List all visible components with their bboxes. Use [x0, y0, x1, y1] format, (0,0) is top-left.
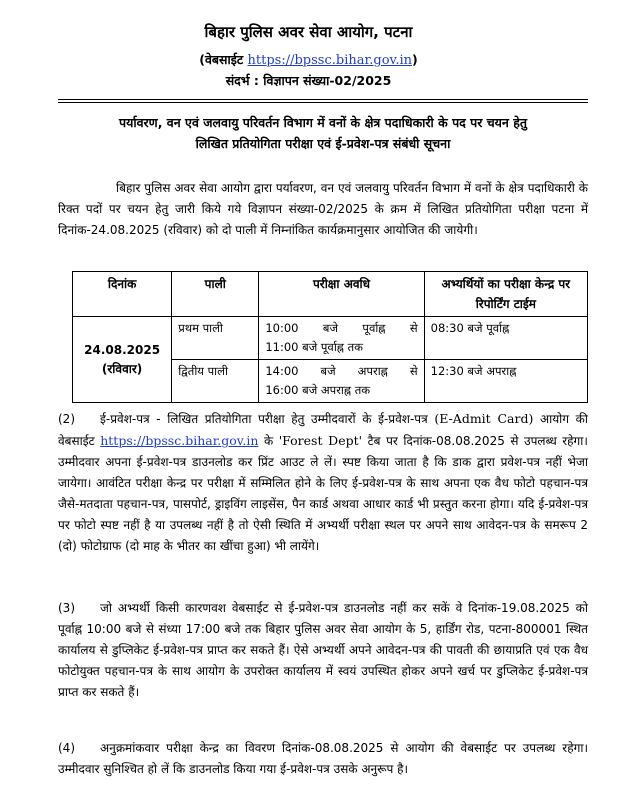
- website-suffix: ): [412, 52, 418, 67]
- website-link-inline[interactable]: https://bpssc.bihar.gov.in: [100, 433, 259, 448]
- shift-cell: द्वितीय पाली: [172, 360, 259, 403]
- subject-line-1: पर्यावरण, वन एवं जलवायु परिवर्तन विभाग में वनों के क्षेत्र पदाधिकारी के पद पर चयन हेतु: [119, 115, 527, 130]
- paragraph-number: (4): [58, 741, 75, 755]
- website-prefix: (वेबसाईट: [199, 52, 244, 67]
- commission-title: बिहार पुलिस अवर सेवा आयोग, पटना: [204, 23, 413, 41]
- reporting-cell: 12:30 बजे अपराह्न: [424, 360, 587, 403]
- duration-cell: 14:00 बजे अपराह्न से 16:00 बजे अपराह्न तक: [259, 360, 424, 403]
- shift-cell: प्रथम पाली: [172, 317, 259, 360]
- paragraph-number: (2): [58, 412, 75, 426]
- header-shift: पाली: [172, 272, 259, 317]
- exam-centre-paragraph: (4) अनुक्रमांकवार परीक्षा केन्द्र का विवरण दिनांक-08.08.2025 से आयोग की वेबसाईट पर उपलब्ध रहेगा। उम्मीदवार सुनिश्चित हो लें कि डाउनलोड किया गया ई-प्रवेश-पत्र उसके अनुरूप है।: [58, 738, 588, 780]
- top-divider-double: [58, 102, 588, 103]
- paragraph-number: (3): [58, 601, 75, 615]
- advertisement-reference: संदर्भ : विज्ञापन संख्या-02/2025: [225, 73, 392, 88]
- header-duration: परीक्षा अवधि: [259, 272, 424, 317]
- top-divider: [58, 99, 588, 100]
- forest-dept-tab-label: 'Forest Dept': [278, 433, 363, 448]
- eadmit-card-label: (E-Admit Card): [434, 411, 534, 426]
- table-header-row: [73, 272, 588, 317]
- exam-date-cell: [73, 317, 172, 403]
- exam-day: (रविवार): [101, 361, 143, 376]
- intro-paragraph: [58, 178, 588, 241]
- duration-cell: 10:00 बजे पूर्वाह्न से 11:00 बजे पूर्वाह्न तक: [259, 317, 424, 360]
- header-reporting-time: अभ्यर्थियों का परीक्षा केन्द्र पर रिपोर्टिंग टाईम: [424, 272, 587, 317]
- duplicate-admit-card-paragraph: (3) जो अभ्यर्थी किसी कारणवश वेबसाईट से ई-प्रवेश-पत्र डाउनलोड नहीं कर सकें वे दिनांक-19.08.2025 को पूर्वाह्न 10:00 बजे से संध्या 17:00 बजे तक बिहार पुलिस अवर सेवा आयोग के 5, हार्डिंग रोड, पटना-800001 स्थित कार्यालय से डुप्लिकेट ई-प्रवेश-पत्र प्राप्त कर सकते हैं। ऐसे अभ्यर्थी अपने आवेदन-पत्र की पावती की छायाप्रति एवं एक वैध फोटोयुक्त पहचान-पत्र के साथ आयोग के उपरोक्त कार्यालय में स्वयं उपस्थित होकर अपने खर्च पर डुप्लिकेट ई-प्रवेश-पत्र प्राप्त कर सकते हैं।: [58, 598, 588, 703]
- header-date: दिनांक: [73, 272, 172, 317]
- table-row: [73, 317, 588, 360]
- admit-card-paragraph: (2) ई-प्रवेश-पत्र - लिखित प्रतियोगिता परीक्षा हेतु उम्मीदवारों के ई-प्रवेश-पत्र (E-Admit Card) आयोग की वेबसाईट https://bpssc.bihar.gov.in के 'Forest Dept' टैब पर दिनांक-08.08.2025 से उपलब्ध रहेगा। उम्मीदवार अपना ई-प्रवेश-पत्र डाउनलोड कर प्रिंट आउट ले लें। स्पष्ट किया जाता है कि डाक द्वारा प्रवेश-पत्र नहीं भेजा जायेगा। आवंटित परीक्षा केन्द्र पर परीक्षा में सम्मिलित होने के लिए ई-प्रवेश-पत्र के साथ अपना एक वैध फोटो पहचान-पत्र जैसे-मतदाता पहचान-पत्र, पासपोर्ट, ड्राइविंग लाइसेंस, पैन कार्ड अथवा आधार कार्ड भी प्रस्तुत करना होगा। यदि ई-प्रवेश-पत्र पर फोटो स्पष्ट नहीं है या उपलब्ध नहीं है तो ऐसी स्थिति में अभ्यर्थी परीक्षा स्थल पर अपने साथ आवेदन-पत्र के समरूप 2 (दो) फोटोग्राफ (दो माह के भीतर का खींचा हुआ) भी लायेंगे।: [58, 411, 588, 553]
- website-line: [0, 51, 617, 68]
- notice-subject: [58, 112, 588, 154]
- website-link[interactable]: https://bpssc.bihar.gov.in: [247, 53, 413, 68]
- exam-date: 24.08.2025: [84, 342, 161, 357]
- intro-text: बिहार पुलिस अवर सेवा आयोग द्वारा पर्यावरण, वन एवं जलवायु परिवर्तन विभाग में वनों के क्षेत्र पदाधिकारी के रिक्त पदों पर चयन हेतु जारी किये गये विज्ञापन संख्या-02/2025 के क्रम में लिखित प्रतियोगिता परीक्षा पटना में दिनांक-24.08.2025 (रविवार) को दो पाली में निम्नांकित कार्यक्रमानुसार आयोजित की जायेगी।: [58, 181, 588, 237]
- subject-line-2: लिखित प्रतियोगिता परीक्षा एवं ई-प्रवेश-पत्र संबंधी सूचना: [195, 136, 451, 151]
- exam-schedule-table: [72, 271, 588, 403]
- reporting-cell: 08:30 बजे पूर्वाह्न: [424, 317, 587, 360]
